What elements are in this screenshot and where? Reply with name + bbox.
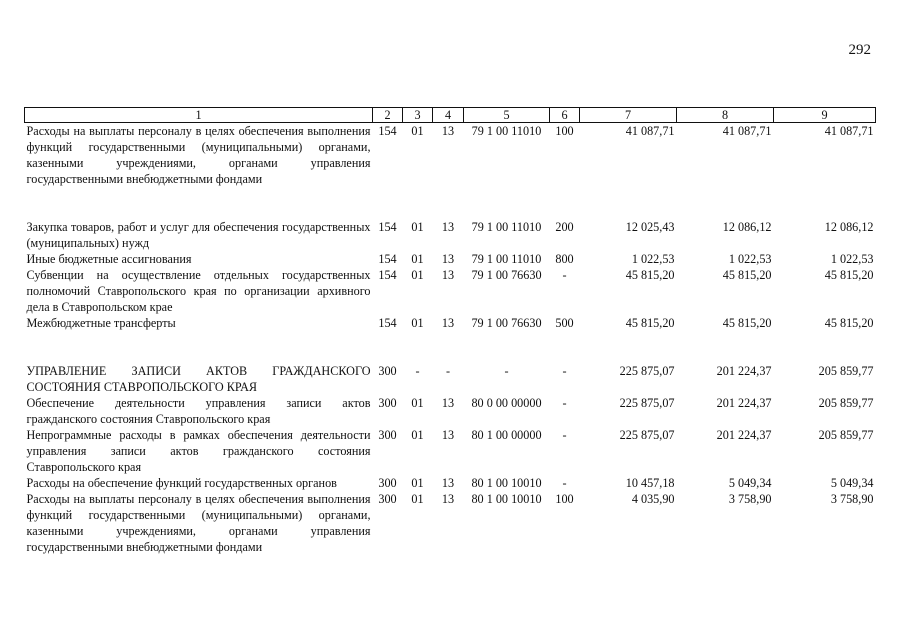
cell-target-article: 80 1 00 10010: [471, 476, 542, 490]
col-header-6: 6: [550, 108, 580, 123]
cell-section: 01: [411, 268, 424, 282]
cell-subsection: 13: [441, 124, 455, 138]
cell-amount-col8: 201 224,37: [716, 364, 772, 378]
cell-admin-code: 154: [378, 316, 397, 330]
table-row: [25, 491, 876, 555]
cell-subsection: 13: [441, 252, 455, 266]
cell-amount-col9: 45 815,20: [824, 268, 874, 282]
col-header-5: 5: [464, 108, 550, 123]
cell-admin-code: 300: [378, 428, 397, 442]
cell-amount-col7: 225 875,07: [619, 364, 675, 378]
cell-expense-type: -: [562, 364, 567, 378]
cell-section: 01: [411, 476, 424, 490]
table-row: [25, 475, 876, 491]
table-row-section-heading: [25, 363, 876, 395]
cell-subsection: 13: [441, 316, 455, 330]
cell-expense-type: 800: [555, 252, 574, 266]
cell-amount-col8: 12 086,12: [722, 220, 772, 234]
cell-amount-col7: 225 875,07: [619, 428, 675, 442]
cell-amount-col9: 45 815,20: [824, 316, 874, 330]
table-row: [25, 267, 876, 315]
row-spacer: [25, 331, 876, 347]
cell-admin-code: 154: [378, 124, 397, 138]
cell-amount-col7: 4 035,90: [631, 492, 675, 506]
cell-amount-col9: 205 859,77: [818, 364, 874, 378]
cell-target-article: 79 1 00 11010: [471, 252, 542, 266]
cell-subsection: 13: [441, 268, 455, 282]
row-name: Субвенции на осуществление отдельных государственных полномочий Ставропольского края по организации архивного дела в Ставропольском крае: [26, 268, 371, 314]
cell-section: 01: [411, 428, 424, 442]
cell-expense-type: -: [562, 268, 567, 282]
col-header-2: 2: [373, 108, 403, 123]
cell-amount-col8: 41 087,71: [722, 124, 772, 138]
cell-admin-code: 300: [378, 396, 397, 410]
cell-target-article: -: [504, 364, 509, 378]
cell-section: 01: [411, 396, 424, 410]
row-name: Непрограммные расходы в рамках обеспечения деятельности управления записи актов гражданского состояния Ставропольского края: [26, 428, 371, 474]
cell-section: 01: [411, 316, 424, 330]
table-row: [25, 251, 876, 267]
cell-subsection: 13: [441, 428, 455, 442]
cell-admin-code: 154: [378, 252, 397, 266]
cell-amount-col8: 201 224,37: [716, 428, 772, 442]
cell-target-article: 80 0 00 00000: [471, 396, 542, 410]
cell-amount-col9: 12 086,12: [824, 220, 874, 234]
row-spacer: [25, 187, 876, 203]
cell-amount-col7: 225 875,07: [619, 396, 675, 410]
col-header-1: 1: [25, 108, 373, 123]
cell-amount-col9: 3 758,90: [830, 492, 874, 506]
cell-admin-code: 300: [378, 364, 397, 378]
cell-expense-type: -: [562, 476, 567, 490]
row-name: Расходы на выплаты персоналу в целях обеспечения выполнения функций государственными (муниципальными) органами, казенными учреждениями, органами управления государственными внебюджетными фондами: [26, 492, 371, 554]
cell-subsection: 13: [441, 396, 455, 410]
cell-section: 01: [411, 252, 424, 266]
table-row: [25, 427, 876, 475]
cell-amount-col8: 5 049,34: [728, 476, 772, 490]
cell-amount-col8: 45 815,20: [722, 268, 772, 282]
cell-section: -: [415, 364, 420, 378]
header-row: [25, 108, 876, 123]
table-row: [25, 219, 876, 251]
cell-amount-col9: 41 087,71: [824, 124, 874, 138]
row-name: Обеспечение деятельности управления записи актов гражданского состояния Ставропольского края: [26, 396, 371, 426]
cell-expense-type: 200: [555, 220, 574, 234]
cell-subsection: 13: [441, 476, 455, 490]
cell-amount-col8: 45 815,20: [722, 316, 772, 330]
cell-expense-type: 500: [555, 316, 574, 330]
row-name: Межбюджетные трансферты: [26, 316, 176, 330]
row-name: Закупка товаров, работ и услуг для обеспечения государственных (муниципальных) нужд: [26, 220, 371, 250]
cell-section: 01: [411, 492, 424, 506]
row-name: Расходы на обеспечение функций государственных органов: [26, 476, 337, 490]
cell-amount-col8: 201 224,37: [716, 396, 772, 410]
page-number: 292: [848, 42, 871, 58]
cell-subsection: 13: [441, 220, 455, 234]
cell-amount-col7: 45 815,20: [625, 316, 675, 330]
row-name: Иные бюджетные ассигнования: [26, 252, 192, 266]
row-name: Расходы на выплаты персоналу в целях обеспечения выполнения функций государственными (муниципальными) органами, казенными учреждениями, органами управления государственными внебюджетными фондами: [26, 124, 371, 186]
col-header-9: 9: [774, 108, 876, 123]
row-spacer: [25, 203, 876, 219]
cell-target-article: 80 1 00 10010: [471, 492, 542, 506]
col-header-7: 7: [580, 108, 677, 123]
cell-amount-col7: 41 087,71: [625, 124, 675, 138]
col-header-4: 4: [433, 108, 464, 123]
cell-subsection: 13: [441, 492, 455, 506]
cell-target-article: 79 1 00 11010: [471, 124, 542, 138]
cell-admin-code: 300: [378, 492, 397, 506]
cell-target-article: 79 1 00 76630: [471, 268, 542, 282]
cell-target-article: 79 1 00 76630: [471, 316, 542, 330]
col-header-8: 8: [677, 108, 774, 123]
cell-amount-col7: 45 815,20: [625, 268, 675, 282]
cell-amount-col7: 10 457,18: [625, 476, 675, 490]
cell-amount-col9: 5 049,34: [830, 476, 874, 490]
cell-amount-col9: 1 022,53: [830, 252, 874, 266]
cell-target-article: 80 1 00 00000: [471, 428, 542, 442]
table-row: [25, 123, 876, 188]
cell-expense-type: -: [562, 428, 567, 442]
row-spacer: [25, 347, 876, 363]
row-name: УПРАВЛЕНИЕ ЗАПИСИ АКТОВ ГРАЖДАНСКОГО СОСТОЯНИЯ СТАВРОПОЛЬСКОГО КРАЯ: [26, 364, 371, 394]
cell-amount-col8: 3 758,90: [728, 492, 772, 506]
cell-subsection: -: [445, 364, 451, 378]
cell-admin-code: 154: [378, 268, 397, 282]
cell-amount-col9: 205 859,77: [818, 428, 874, 442]
cell-amount-col7: 1 022,53: [631, 252, 675, 266]
col-header-3: 3: [403, 108, 433, 123]
cell-section: 01: [411, 220, 424, 234]
cell-expense-type: 100: [555, 124, 574, 138]
cell-expense-type: -: [562, 396, 567, 410]
cell-expense-type: 100: [555, 492, 574, 506]
cell-admin-code: 154: [378, 220, 397, 234]
cell-section: 01: [411, 124, 424, 138]
budget-table: [24, 107, 876, 555]
cell-amount-col8: 1 022,53: [728, 252, 772, 266]
table-row: [25, 315, 876, 331]
cell-target-article: 79 1 00 11010: [471, 220, 542, 234]
cell-amount-col7: 12 025,43: [625, 220, 675, 234]
table-row: [25, 395, 876, 427]
cell-amount-col9: 205 859,77: [818, 396, 874, 410]
cell-admin-code: 300: [378, 476, 397, 490]
